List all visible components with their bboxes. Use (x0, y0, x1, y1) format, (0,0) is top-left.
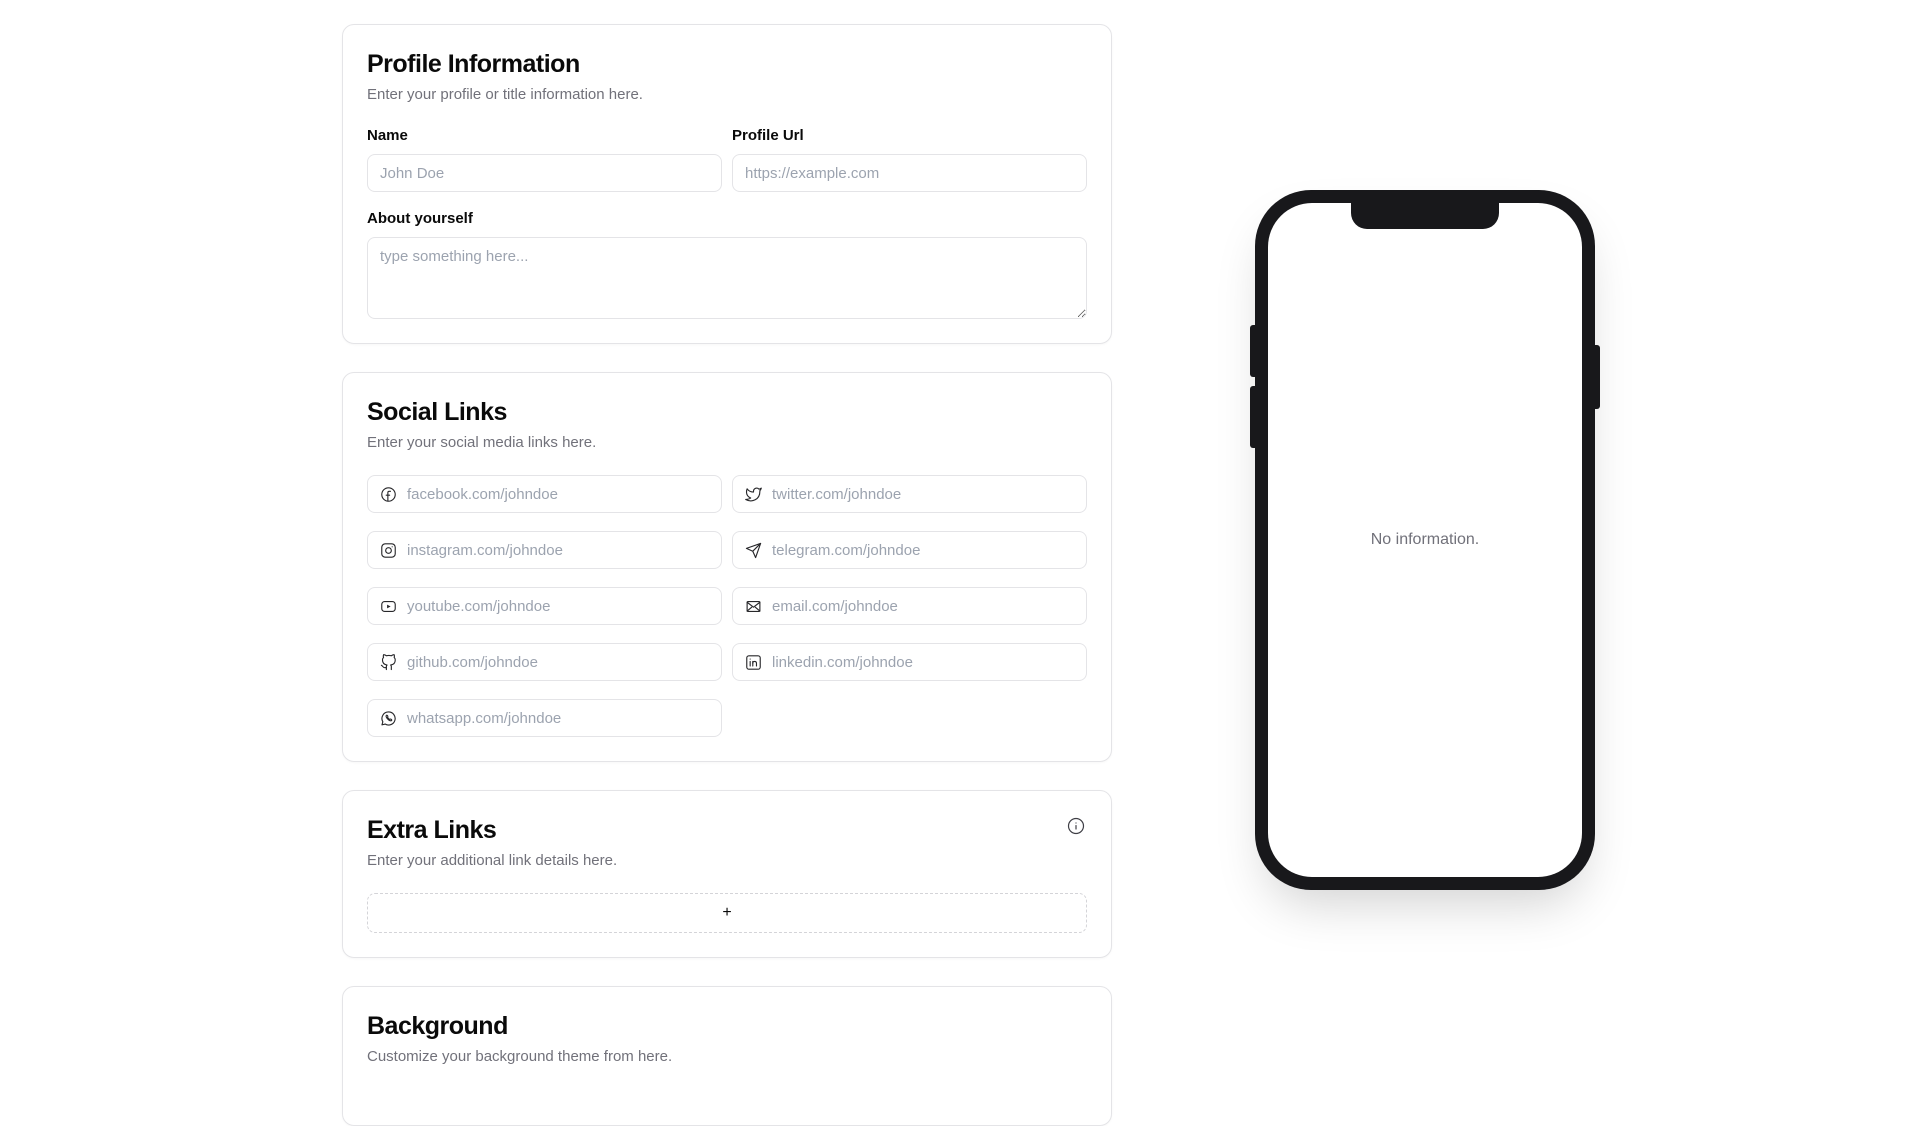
social-card-subtitle: Enter your social media links here. (367, 434, 597, 451)
profile-url-input[interactable] (732, 154, 1087, 192)
email-icon (745, 598, 762, 615)
extra-links-card (342, 790, 1112, 958)
telegram-link-field[interactable] (732, 531, 1087, 569)
twitter-input[interactable] (772, 486, 1074, 503)
linkedin-icon (745, 654, 762, 671)
telegram-input[interactable] (772, 542, 1074, 559)
phone-volume-down-button (1250, 386, 1255, 448)
name-input[interactable] (367, 154, 722, 192)
info-icon (1067, 823, 1085, 838)
profile-url-label: Profile Url (732, 127, 804, 144)
about-label: About yourself (367, 210, 473, 227)
social-links-grid (367, 475, 1087, 737)
add-extra-link-button[interactable]: + (367, 893, 1087, 933)
instagram-link-field[interactable] (367, 531, 722, 569)
youtube-link-field[interactable] (367, 587, 722, 625)
facebook-icon (380, 486, 397, 503)
github-link-field[interactable] (367, 643, 722, 681)
extra-card-title: Extra Links (367, 816, 497, 844)
extra-card-subtitle: Enter your additional link details here. (367, 852, 618, 869)
email-input[interactable] (772, 598, 1074, 615)
settings-form-column (342, 24, 1112, 1126)
twitter-link-field[interactable] (732, 475, 1087, 513)
phone-notch (1351, 203, 1499, 229)
background-card (342, 986, 1112, 1126)
telegram-icon (745, 542, 762, 559)
twitter-icon (745, 486, 762, 503)
whatsapp-link-field[interactable] (367, 699, 722, 737)
about-textarea[interactable] (367, 237, 1087, 319)
youtube-input[interactable] (407, 598, 709, 615)
email-link-field[interactable] (732, 587, 1087, 625)
linkedin-input[interactable] (772, 654, 1074, 671)
profile-information-card (342, 24, 1112, 344)
background-card-title: Background (367, 1012, 508, 1040)
background-card-subtitle: Customize your background theme from here. (367, 1048, 673, 1065)
instagram-icon (380, 542, 397, 559)
github-input[interactable] (407, 654, 709, 671)
facebook-input[interactable] (407, 486, 709, 503)
instagram-input[interactable] (407, 542, 709, 559)
github-icon (380, 654, 397, 671)
whatsapp-input[interactable] (407, 710, 709, 727)
phone-preview-screen (1268, 203, 1582, 877)
profile-card-title: Profile Information (367, 50, 580, 78)
name-field-group (367, 125, 722, 192)
extra-links-info-button[interactable] (1067, 817, 1085, 835)
youtube-icon (380, 598, 397, 615)
phone-power-button (1595, 345, 1600, 409)
linkedin-link-field[interactable] (732, 643, 1087, 681)
phone-volume-up-button (1250, 325, 1255, 377)
preview-empty-state-text: No information. (1370, 531, 1480, 548)
profile-card-subtitle: Enter your profile or title information here. (367, 86, 643, 103)
whatsapp-icon (380, 710, 397, 727)
facebook-link-field[interactable] (367, 475, 722, 513)
about-field-group (367, 208, 1087, 319)
social-card-title: Social Links (367, 398, 507, 426)
name-label: Name (367, 127, 408, 144)
social-links-card (342, 372, 1112, 762)
phone-preview-mockup (1255, 190, 1595, 890)
profile-url-field-group (732, 125, 1087, 192)
